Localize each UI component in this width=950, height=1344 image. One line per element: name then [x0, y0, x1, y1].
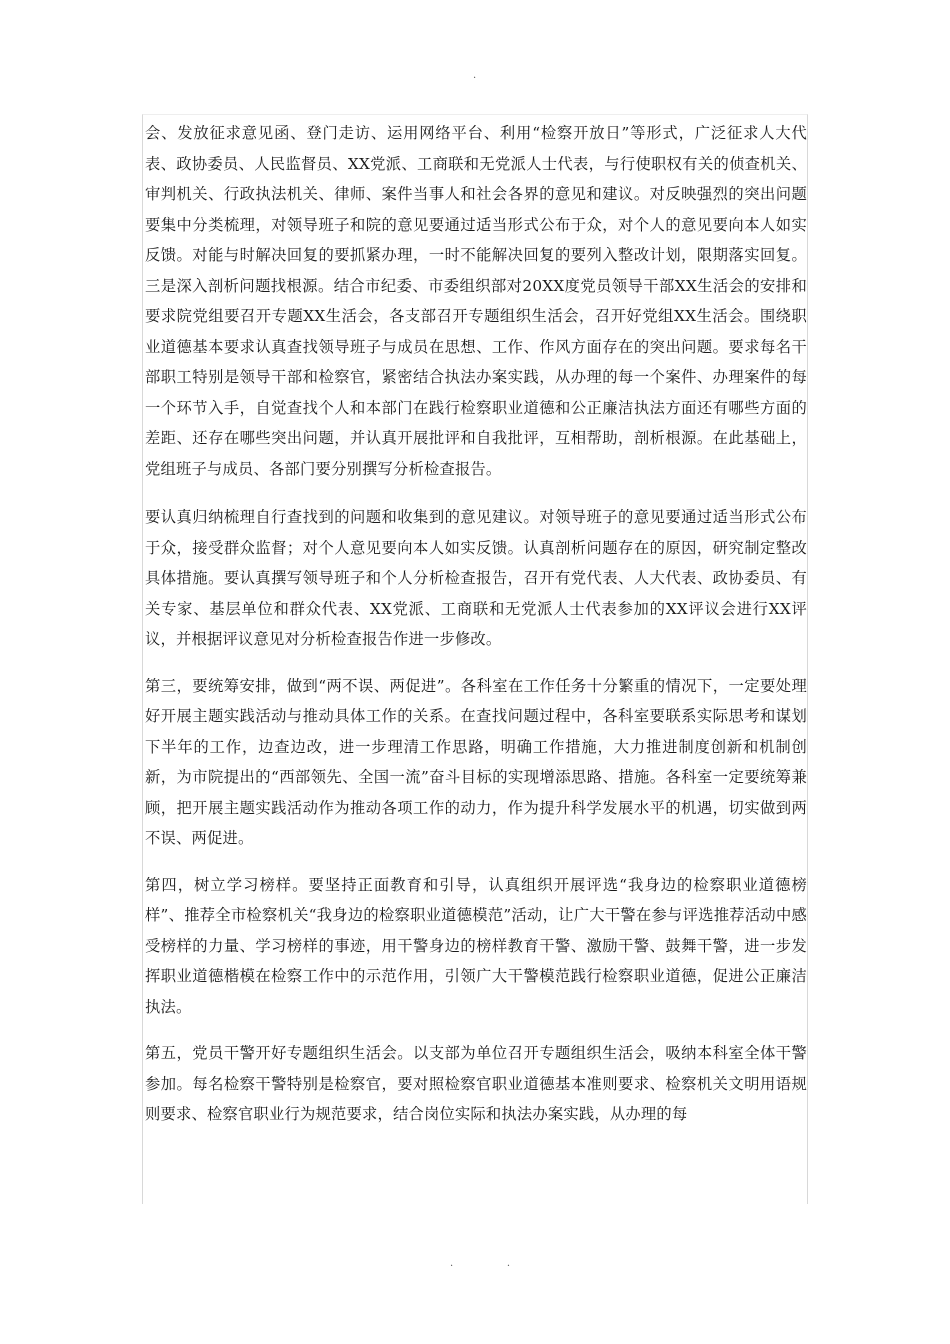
footer-mark-right: . — [506, 1258, 510, 1269]
header-mark: . — [473, 70, 477, 81]
footer-mark-left: . — [450, 1258, 454, 1269]
paragraph-3: 第三，要统筹安排，做到“两不误、两促进”。各科室在工作任务十分繁重的情况下，一定要处理好开展主题实践活动与推动具体工作的关系。在查找问题过程中，各科室要联系实际思考和谋划下半年的工作，边查边改，进一步理清工作思路，明确工作措施，大力推进制度创新和机制创新，为市院提出的“西部领先、全国一流”奋斗目标的实现增添思路、措施。各科室一定要统筹兼顾，把开展主题实践活动作为推动各项工作的动力，作为提升科学发展水平的机遇，切实做到两不误、两促进。 — [145, 676, 807, 847]
paragraph-2: 要认真归纳梳理自行查找到的问题和收集到的意见建议。对领导班子的意见要通过适当形式公布于众，接受群众监督；对个人意见要向本人如实反馈。认真剖析问题存在的原因，研究制定整改具体措施。要认真撰写领导班子和个人分析检查报告，召开有党代表、人大代表、政协委员、有关专家、基层单位和群众代表、XX党派、工商联和无党派人士代表参加的XX评议会进行XX评议，并根据评议意见对分析检查报告作进一步修改。 — [145, 508, 807, 648]
footer-marks — [450, 1258, 510, 1269]
paragraph-4: 第四，树立学习榜样。要坚持正面教育和引导，认真组织开展评选“我身边的检察职业道德榜样”、推荐全市检察机关“我身边的检察职业道德模范”活动，让广大干警在参与评选推荐活动中感受榜样的力量、学习榜样的事迹，用干警身边的榜样教育干警、激励干警、鼓舞干警，进一步发挥职业道德楷模在检察工作中的示范作用，引领广大干警模范践行检察职业道德，促进公正廉洁执法。 — [145, 875, 807, 1016]
document-body — [145, 118, 807, 1146]
paragraph-5: 第五，党员干警开好专题组织生活会。以支部为单位召开专题组织生活会，吸纳本科室全体干警参加。每名检察干警特别是检察官，要对照检察官职业道德基本准则要求、检察机关文明用语规则要求、检察官职业行为规范要求，结合岗位实际和执法办案实践，从办理的每 — [145, 1044, 807, 1123]
paragraph-1: 会、发放征求意见函、登门走访、运用网络平台、利用“检察开放日”等形式，广泛征求人大代表、政协委员、人民监督员、XX党派、工商联和无党派人士代表，与行使职权有关的侦查机关、审判机关、行政执法机关、律师、案件当事人和社会各界的意见和建议。对反映强烈的突出问题要集中分类梳理，对领导班子和院的意见要通过适当形式公布于众，对个人的意见要向本人如实反馈。对能与时解决回复的要抓紧办理，一时不能解决回复的要列入整改计划，限期落实回复。三是深入剖析问题找根源。结合市纪委、市委组织部对20XX度党员领导干部XX生活会的安排和要求院党组要召开专题XX生活会，各支部召开专题组织生活会，召开好党组XX生活会。围绕职业道德基本要求认真查找领导班子与成员在思想、工作、作风方面存在的突出问题。要求每名干部职工特别是领导干部和检察官，紧密结合执法办案实践，从办理的每一个案件、办理案件的每一个环节入手，自觉查找个人和本部门在践行检察职业道德和公正廉洁执法方面还有哪些方面的差距、还存在哪些突出问题，并认真开展批评和自我批评，互相帮助，剖析根源。在此基础上，党组班子与成员、各部门要分别撰写分析检查报告。 — [145, 124, 807, 478]
